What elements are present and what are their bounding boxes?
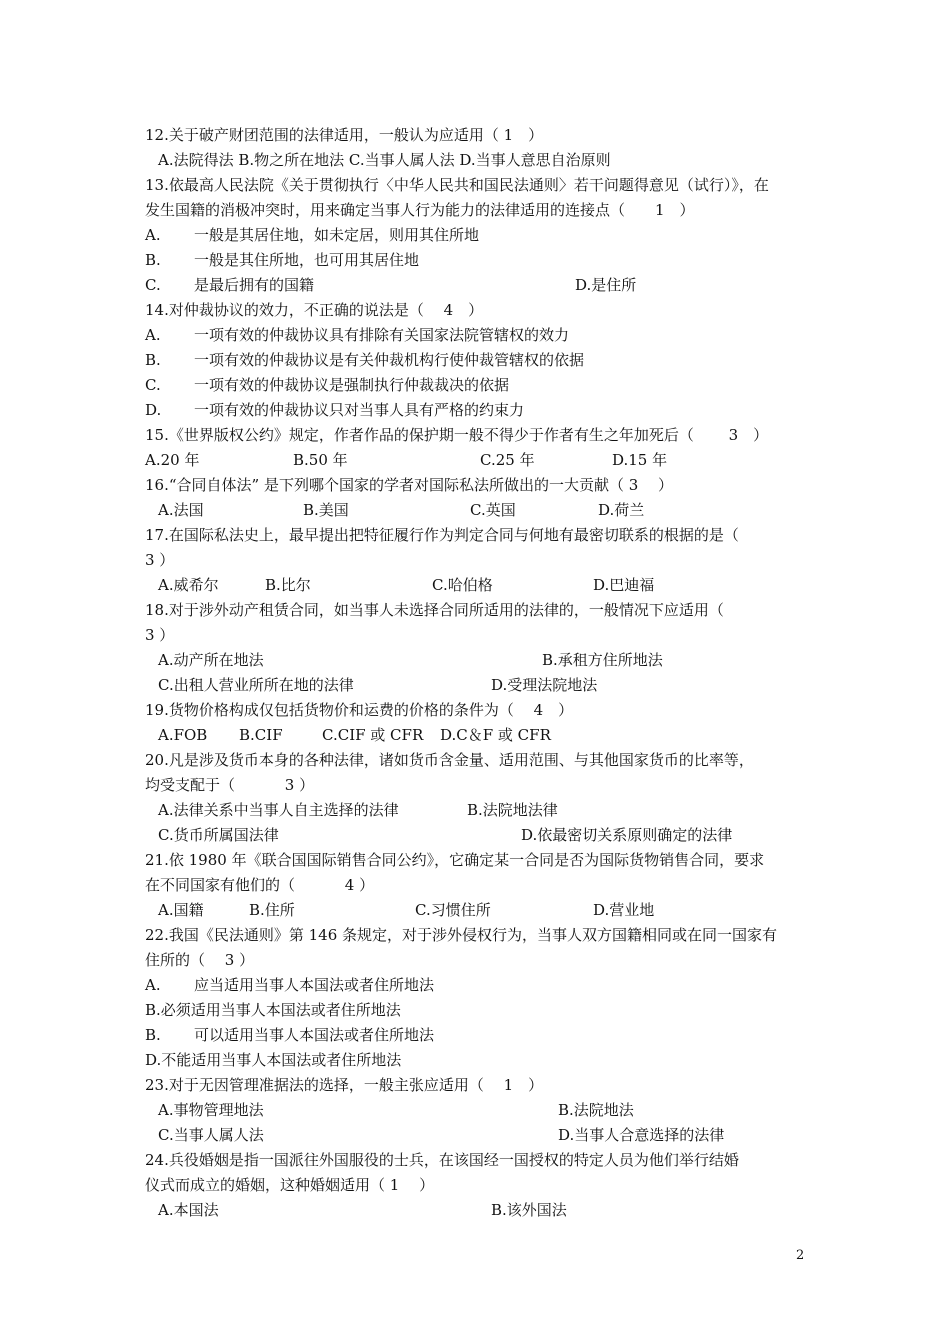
option-text: C.习惯住所 <box>415 901 491 919</box>
option-text: D.不能适用当事人本国法或者住所地法 <box>145 1051 402 1069</box>
option-text: B.比尔 <box>265 576 311 594</box>
question-20-options-ab <box>145 798 810 823</box>
option-text: A.法院得法 B.物之所在地法 C.当事人属人法 D.当事人意思自治原则 <box>158 151 611 169</box>
question-12-options <box>145 148 810 173</box>
option-text: D.是住所 <box>575 276 637 294</box>
option-text: C.当事人属人法 <box>158 1126 264 1144</box>
option-text: C.英国 <box>470 501 516 519</box>
option-13-a <box>145 223 810 248</box>
question-text: 3 ） <box>145 551 175 569</box>
option-text: A.动产所在地法 <box>158 651 264 669</box>
question-17 <box>145 523 810 548</box>
option-text: A.国籍 <box>158 901 204 919</box>
question-24-options <box>145 1198 810 1223</box>
option-text: C.出租人营业所所在地的法律 <box>158 676 354 694</box>
option-text: B.住所 <box>249 901 295 919</box>
page-number: 2 <box>796 1248 805 1263</box>
option-text: 一项有效的仲裁协议是强制执行仲裁裁决的依据 <box>194 376 510 394</box>
option-14-c <box>145 373 810 398</box>
option-text: B.美国 <box>303 501 349 519</box>
option-22-a <box>145 973 810 998</box>
question-24-cont <box>145 1173 810 1198</box>
option-text: C.哈伯格 <box>432 576 493 594</box>
question-16 <box>145 473 810 498</box>
option-text: 一般是其居住地，如未定居，则用其住所地 <box>194 226 480 244</box>
option-label: C. <box>145 276 161 294</box>
option-text: A.法国 <box>158 501 204 519</box>
question-text: 24.兵役婚姻是指一国派往外国服役的士兵，在该国经一国授权的特定人员为他们举行结婚 <box>145 1151 739 1169</box>
question-23 <box>145 1073 810 1098</box>
option-text: A.FOB <box>158 726 208 744</box>
option-22-d <box>145 1048 810 1073</box>
option-text: A.20 年 <box>145 451 200 469</box>
option-text: B.50 年 <box>293 451 348 469</box>
option-label: A. <box>145 326 161 344</box>
option-text: D.当事人合意选择的法律 <box>558 1126 725 1144</box>
option-text: B.承租方住所地法 <box>542 651 663 669</box>
option-text: D.荷兰 <box>598 501 645 519</box>
question-text: 3 ） <box>145 626 175 644</box>
question-text: 在不同国家有他们的（ 4 ） <box>145 876 375 894</box>
question-19 <box>145 698 810 723</box>
option-label: C. <box>145 376 161 394</box>
option-text: D.巴迪福 <box>593 576 655 594</box>
question-12 <box>145 123 810 148</box>
option-22-c <box>145 1023 810 1048</box>
question-24 <box>145 1148 810 1173</box>
option-text: B.该外国法 <box>491 1201 567 1219</box>
question-text: 12.关于破产财团范围的法律适用，一般认为应适用（ 1 ） <box>145 126 544 144</box>
option-text: 一项有效的仲裁协议只对当事人具有严格的约束力 <box>194 401 525 419</box>
option-label: A. <box>145 976 161 994</box>
option-label: A. <box>145 226 161 244</box>
option-text: 可以适用当事人本国法或者住所地法 <box>194 1026 435 1044</box>
question-18 <box>145 598 810 623</box>
question-22 <box>145 923 810 948</box>
option-text: B.CIF <box>239 726 283 744</box>
question-text: 14.对仲裁协议的效力，不正确的说法是（ 4 ） <box>145 301 484 319</box>
question-22-cont <box>145 948 810 973</box>
option-text: D.依最密切关系原则确定的法律 <box>521 826 733 844</box>
option-14-d <box>145 398 810 423</box>
option-text: C.25 年 <box>480 451 535 469</box>
question-23-options-cd <box>145 1123 810 1148</box>
option-text: D.C＆F 或 CFR <box>440 726 551 744</box>
question-15 <box>145 423 810 448</box>
option-13-b <box>145 248 810 273</box>
question-text: 16.“合同自体法” 是下列哪个国家的学者对国际私法所做出的一大贡献（ 3 ） <box>145 476 674 494</box>
option-text: 一项有效的仲裁协议具有排除有关国家法院管辖权的效力 <box>194 326 570 344</box>
option-14-a <box>145 323 810 348</box>
question-20-options-cd <box>145 823 810 848</box>
question-17-options <box>145 573 810 598</box>
option-label: D. <box>145 401 162 419</box>
option-22-b <box>145 998 810 1023</box>
question-21 <box>145 848 810 873</box>
question-15-options <box>145 448 810 473</box>
question-16-options <box>145 498 810 523</box>
question-23-options-ab <box>145 1098 810 1123</box>
option-text: 一项有效的仲裁协议是有关仲裁机构行使仲裁管辖权的依据 <box>194 351 585 369</box>
question-text: 15.《世界版权公约》规定，作者作品的保护期一般不得少于作者有生之年加死后（ 3 ） <box>145 426 769 444</box>
question-20-cont <box>145 773 810 798</box>
option-label: B. <box>145 1026 161 1044</box>
option-text: 应当适用当事人本国法或者住所地法 <box>194 976 435 994</box>
question-text: 13.依最高人民法院《关于贯彻执行〈中华人民共和国民法通则〉若干问题得意见（试行）》，在 <box>145 176 769 194</box>
option-text: C.货币所属国法律 <box>158 826 279 844</box>
option-text: 是最后拥有的国籍 <box>194 276 315 294</box>
question-text: 20.凡是涉及货币本身的各种法律，诸如货币含金量、适用范围、与其他国家货币的比率等， <box>145 751 754 769</box>
question-21-cont <box>145 873 810 898</box>
question-14 <box>145 298 810 323</box>
question-20 <box>145 748 810 773</box>
option-text: B.法院地法律 <box>467 801 558 819</box>
option-text: A.法律关系中当事人自主选择的法律 <box>158 801 399 819</box>
question-text: 23.对于无因管理准据法的选择，一般主张应适用（ 1 ） <box>145 1076 544 1094</box>
question-21-options <box>145 898 810 923</box>
question-text: 19.货物价格构成仅包括货物价和运费的价格的条件为（ 4 ） <box>145 701 574 719</box>
question-text: 发生国籍的消极冲突时，用来确定当事人行为能力的法律适用的连接点（ 1 ） <box>145 201 695 219</box>
option-14-b <box>145 348 810 373</box>
question-18-options-ab <box>145 648 810 673</box>
question-text: 21.依 1980 年《联合国国际销售合同公约》，它确定某一合同是否为国际货物销售合同，要求 <box>145 851 765 869</box>
question-18-cont <box>145 623 810 648</box>
option-text: B.法院地法 <box>558 1101 634 1119</box>
question-text: 22.我国《民法通则》第 146 条规定，对于涉外侵权行为，当事人双方国籍相同或在同一国家有 <box>145 926 778 944</box>
question-18-options-cd <box>145 673 810 698</box>
option-label: B. <box>145 251 161 269</box>
question-17-cont <box>145 548 810 573</box>
question-text: 18.对于涉外动产租赁合同，如当事人未选择合同所适用的法律的，一般情况下应适用（ <box>145 601 724 619</box>
option-text: A.事物管理地法 <box>158 1101 264 1119</box>
option-text: A.本国法 <box>158 1201 219 1219</box>
option-text: B.必须适用当事人本国法或者住所地法 <box>145 1001 401 1019</box>
question-13 <box>145 173 810 198</box>
question-19-options <box>145 723 810 748</box>
question-text: 仪式而成立的婚姻，这种婚姻适用（ 1 ） <box>145 1176 435 1194</box>
question-text: 住所的（ 3 ） <box>145 951 255 969</box>
option-text: 一般是其住所地，也可用其居住地 <box>194 251 420 269</box>
option-label: B. <box>145 351 161 369</box>
option-text: D.15 年 <box>612 451 668 469</box>
option-text: D.受理法院地法 <box>491 676 598 694</box>
option-text: D.营业地 <box>593 901 655 919</box>
question-13-cont <box>145 198 810 223</box>
question-text: 均受支配于（ 3 ） <box>145 776 315 794</box>
question-text: 17.在国际私法史上，最早提出把特征履行作为判定合同与何地有最密切联系的根据的是（ <box>145 526 739 544</box>
option-text: A.威希尔 <box>158 576 219 594</box>
option-text: C.CIF 或 CFR <box>322 726 424 744</box>
option-13-cd <box>145 273 810 298</box>
question-list <box>145 123 810 1223</box>
